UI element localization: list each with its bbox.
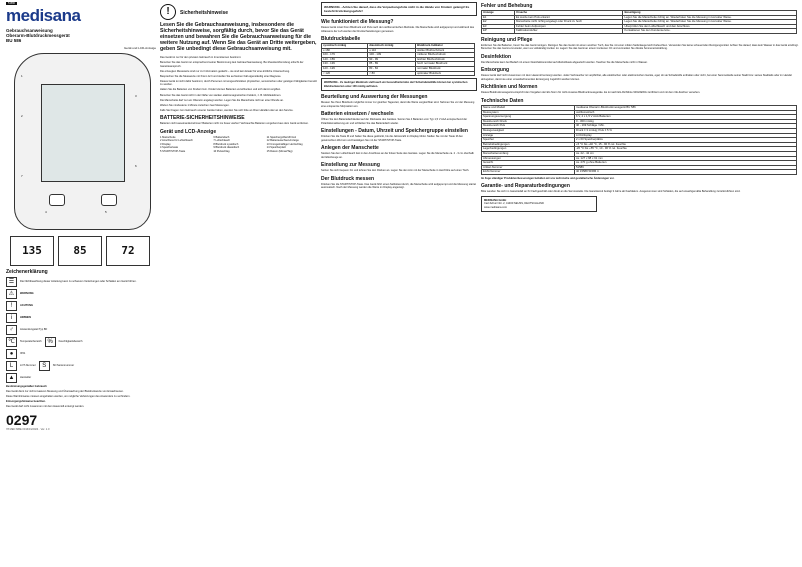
column-usage bbox=[321, 0, 477, 567]
service-website: www.medisana.com bbox=[484, 205, 508, 209]
spec-label: EAN-Nummer bbox=[482, 170, 575, 175]
bp-table bbox=[321, 43, 475, 76]
spec-label: Artikel-Nummer bbox=[482, 165, 575, 170]
section-heading: Der Blutdruck messen bbox=[321, 175, 375, 182]
symbols-heading: Zeichenerklärung bbox=[6, 268, 48, 275]
section-body: Setzen Sie sich bequem hin und lehnen Sie den Rücken an. Legen Sie den Arm mit der Manschette in Herzhöhe auf einen Tisch. bbox=[321, 169, 470, 173]
section-heading: Entsorgung bbox=[481, 67, 510, 74]
safety-intro: Lesen Sie die Gebrauchsanweisung, insbesondere die Sicherheitshinweise, sorgfältig durch, bevor Sie das Gerät einsetzen und bewahren Sie die Gebrauchsanweisung für die weitere Nutzung auf. Wenn Sie das Gerät an Dritte weitergeben, geben Sie unbedingt diese Gebrauchsanweisung mit. bbox=[160, 22, 317, 52]
spec-label: Messbereich Druck bbox=[482, 119, 575, 124]
spec-value: medisana Oberarm-Blutdruckmessgerät BU 586 bbox=[575, 105, 797, 110]
product-line-2: Oberarm-Blutdruckmessgerät bbox=[6, 33, 70, 39]
table-cell: mittlerer Bluthochdruck bbox=[416, 53, 475, 58]
bf-icon: ♂ bbox=[6, 325, 17, 335]
lot-icon: L bbox=[6, 361, 17, 371]
symbol-label: Feuchtigkeitsbereich bbox=[58, 339, 83, 343]
device-label-7: 7 bbox=[21, 173, 23, 178]
section-heading: Wie funktioniert die Messung? bbox=[321, 19, 394, 25]
section-heading: Reinigung und Pflege bbox=[481, 36, 533, 43]
table-title: Blutdrucktabelle bbox=[321, 36, 361, 42]
factory-icon: ▲ bbox=[6, 373, 17, 383]
battery-text: Batterien nicht auseinandernehmen! Batterien nicht ins Feuer werfen! Verbrauchte Batterien umgehend aus dem Gerät entfernen. bbox=[160, 122, 309, 126]
list-item: 10 Pulsschlag bbox=[213, 149, 230, 153]
intended-use-heading: Bestimmungsgemäßer Gebrauch bbox=[6, 384, 47, 388]
device-screen bbox=[41, 84, 125, 182]
ce-mark: 0297 bbox=[6, 412, 38, 429]
table-cell: EP bbox=[482, 29, 515, 34]
symbol-label: ACHTUNG bbox=[20, 303, 33, 307]
list-item: 11 Speichergröße/Uhrzeit bbox=[266, 135, 297, 139]
symbol-label: Temperaturbereich bbox=[20, 339, 42, 343]
safety-paragraph: Benutzen Sie das Gerät nicht in der Nähe von starken elektromagnetischen Feldern, z. B. Mobiltelefonen. bbox=[160, 93, 282, 97]
list-item: 7 Luftschlauch bbox=[213, 139, 231, 143]
table-cell: Legen Sie die Manschette richtig an. Wiederholen Sie die Messung in korrekter Weise. bbox=[623, 20, 797, 25]
section-heading: Batterien einsetzen / wechseln bbox=[321, 111, 394, 118]
spec-label: Speicher bbox=[482, 138, 575, 143]
safety-paragraph: Benutzen Sie das Gerät nur entsprechend seiner Bestimmung laut Gebrauchsanweisung. Bei Zweckentfremdung erlischt der Garantieanspruch. bbox=[160, 61, 304, 68]
warning-box: WARNUNG - Zu niedriger Blutdruck stellt auch ein Gesundheitsrisiko dar! Schwindelanfälle können bei systolischen Blutdruckwerten unter 100 mmHg auftreten. bbox=[321, 78, 477, 91]
warning-box: WARNUNG - Achten Sie darauf, dass die Verpackungsfolie nicht in die Hände von Kindern gelangt! Es besteht Erstickungsgefahr! bbox=[321, 2, 477, 16]
table-cell: Kalibrationsfehler bbox=[515, 29, 623, 34]
table-cell: Überprüfen Sie den Luftschlauch und den Anschluss. bbox=[623, 24, 797, 29]
section-body: Dieses Gerät darf nicht zusammen mit dem Hausmüll entsorgt werden. Jeder Verbraucher ist verpflichtet, alle elektrischen oder elektronischen Geräte, egal, ob sie Schadstoffe enthalten oder nicht, bei einer Sammelstelle seiner Stadt bzw. seines Stadtteils oder im Handel abzugeben, damit sie einer umweltschonenden Entsorgung zugeführt werden können. bbox=[481, 74, 792, 81]
device-caption: Gerät und LCD-Anzeige bbox=[123, 45, 156, 50]
table-cell: optimaler Blutdruck bbox=[416, 71, 475, 76]
table-header: systolisch mmHg bbox=[322, 44, 368, 49]
safety-paragraph: Die erzeugten Messwerte sind nur zur Information gedacht – sie sind kein Ersatz für eine ärztliche Untersuchung. bbox=[160, 69, 290, 73]
spec-value: 0 - 300 mmHg bbox=[575, 119, 797, 124]
symbol-row bbox=[6, 277, 156, 287]
spec-value: 40 15588 51586 4 bbox=[575, 170, 797, 175]
spec-value: oszillometrisch bbox=[575, 110, 797, 115]
section-body: Drücken Sie die Taste M und halten Sie diese gedrückt, bis die Jahreszahl im Display blinkt. Stellen Sie mit der Taste M den gewünschten Wert ein und bestätigen Sie mit der START/STOP-Taste. bbox=[321, 135, 463, 142]
symbol-row bbox=[6, 361, 156, 371]
ip-icon: ● bbox=[6, 349, 17, 359]
symbol-label: SN Seriennummer bbox=[52, 363, 75, 367]
exclamation-icon: ! bbox=[160, 4, 176, 20]
sn-icon: S bbox=[39, 361, 50, 371]
spec-value: ca. 22 - 42 cm bbox=[575, 151, 797, 156]
table-row bbox=[322, 71, 475, 76]
spec-label: Betriebsbedingungen bbox=[482, 142, 575, 147]
list-item: 14 Speicherplatz bbox=[266, 146, 286, 150]
spec-label: Anzeige bbox=[482, 133, 575, 138]
service-address: Carl-Schurz-Str. 2, 41460 NEUSS, DEUTSCHLAND bbox=[484, 202, 544, 206]
footer-code: 78 MED MBE 0016/01/2024 · Ver. 1.0 bbox=[6, 428, 50, 432]
table-cell: normaler Blutdruck bbox=[416, 66, 475, 71]
table-cell: stärker Bluthochdruck bbox=[416, 48, 475, 53]
table-cell: 160 - 179 bbox=[322, 53, 368, 58]
doc-number: 51586 bbox=[8, 2, 15, 5]
symbol-row bbox=[6, 337, 156, 347]
safety-paragraph: Warten Sie mindestens 1 Minute zwischen zwei Messungen. bbox=[160, 103, 230, 107]
column-cover bbox=[6, 0, 156, 567]
device-label-2: 2 bbox=[21, 113, 23, 118]
section-body: Stecken Sie den Luftschlauch fest in den Anschluss an der linken Seite des Gerätes. Legen Sie die Manschette ca. 2 - 3 cm oberhalb der Ellenbeuge an. bbox=[321, 152, 474, 159]
list-item: 1 Manschette bbox=[160, 135, 176, 139]
table-header: diastolisch mmHg bbox=[368, 44, 416, 49]
brand-logo: medisana bbox=[6, 6, 81, 25]
spec-table bbox=[481, 105, 797, 175]
table-header: Blutdruck-Indikator bbox=[416, 44, 475, 49]
section-heading: Beurteilung und Auswertung der Messungen bbox=[321, 94, 428, 101]
lcd-pulse: 72 bbox=[106, 236, 150, 266]
table-row bbox=[482, 170, 797, 175]
table-cell: Manschette nicht richtig angelegt oder Druck zu hoch bbox=[515, 20, 623, 25]
spec-label: Messbereich Puls bbox=[482, 124, 575, 129]
table-row bbox=[482, 29, 797, 34]
table-title: Fehler und Behebung bbox=[481, 3, 533, 9]
symbol-label: LOT-Nummer bbox=[20, 363, 36, 367]
section-heading: Einstellungen - Datum, Uhrzeit und Speichergruppe einstellen bbox=[321, 128, 468, 135]
section-body: Messen Sie Ihren Blutdruck möglichst immer zur gleichen Tageszeit, damit die Werte vergleichbar sind. Nehmen Sie vor der Messung eine entspannte Sitzposition ein. bbox=[321, 101, 475, 108]
table-cell: leichter Bluthochdruck bbox=[416, 57, 475, 62]
symbol-row bbox=[6, 313, 156, 323]
warning-icon: ⚠ bbox=[6, 289, 17, 299]
product-line-1: Gebrauchsanweisung bbox=[6, 28, 53, 33]
table-cell: < 80 bbox=[368, 71, 416, 76]
symbol-row bbox=[6, 325, 156, 335]
table-cell: Kontaktieren Sie den Kundenservice. bbox=[623, 29, 797, 34]
symbol-label: Hersteller bbox=[20, 375, 32, 379]
warning-note: Diese Warnhinweise müssen eingehalten werden, um mögliche Verletzungen des Anwenders zu verhindern. bbox=[6, 394, 131, 398]
spec-value: LCD-Display bbox=[575, 133, 797, 138]
section-body: Drücken Sie die START/STOP-Taste. Das Gerät führt einen Selbsttest durch, die Manschette wird aufgepumpt und die Messung startet automatisch. Nach der Messung werden die Werte im Display angezeigt. bbox=[321, 182, 476, 190]
symbol-row bbox=[6, 373, 156, 383]
service-box bbox=[481, 196, 597, 213]
table-header: Ursache bbox=[515, 11, 623, 16]
device-illustration bbox=[14, 53, 151, 230]
symbol-label: Die Nichtbeachtung dieser Anleitung kann zu schweren Verletzungen oder Schäden am Gerät führen. bbox=[20, 279, 137, 283]
spec-value: +5 °C bis +40 °C, 15 - 90 % rel. Feuchte bbox=[575, 142, 797, 147]
spec-title: Technische Daten bbox=[481, 97, 524, 104]
table-cell: ≥ 110 bbox=[368, 48, 416, 53]
column-safety bbox=[160, 0, 317, 567]
device-label-4: 4 bbox=[45, 209, 47, 214]
info-icon: i bbox=[6, 313, 17, 323]
spec-value: 51586 bbox=[575, 165, 797, 170]
spec-label: Spannungsversorgung bbox=[482, 115, 575, 120]
spec-value: Druck ± 3 mmHg; Puls ± 5 % bbox=[575, 128, 797, 133]
table-cell: E2 bbox=[482, 20, 515, 25]
symbol-label: WARNUNG bbox=[20, 291, 34, 295]
error-table bbox=[481, 10, 797, 34]
spec-value: 2 x 60 Speicherplätze bbox=[575, 138, 797, 143]
humidity-icon: % bbox=[45, 337, 56, 347]
safety-paragraph: Das Gerät ist nur für den privaten Gebrauch in Innenräumen bestimmt. bbox=[160, 56, 242, 59]
spec-label: Name und Modell bbox=[482, 105, 575, 110]
table-cell: Es wurde kein Puls erkannt bbox=[515, 15, 623, 20]
symbol-row bbox=[6, 289, 156, 299]
section-heading: Garantie- und Reparaturbedingungen bbox=[481, 183, 570, 190]
table-cell: E3 bbox=[482, 24, 515, 29]
disposal-text: Das Gerät darf nicht zusammen mit dem Hausmüll entsorgt werden. bbox=[6, 404, 85, 408]
spec-value: -20 °C bis +55 °C, 10 - 90 % rel. Feuchte bbox=[575, 147, 797, 152]
device-label-6: 6 bbox=[135, 163, 137, 168]
caution-icon: ! bbox=[6, 301, 17, 311]
section-body: Dieses Blutdruckmessgerät entspricht den Vorgaben der EU-Norm für nicht-invasive Blutdruckmessgeräte. Es ist nach EG-Richtlinie 93/42/EWG zertifiziert und mit dem CE-Zeichen versehen. bbox=[481, 91, 701, 95]
spec-value: ca. 127 x 98 x 61 mm bbox=[575, 156, 797, 161]
lcd-legend-list bbox=[160, 136, 317, 154]
section-heading: Einstellung zur Messung bbox=[321, 162, 380, 169]
list-item: 3 Display bbox=[160, 142, 171, 146]
list-item: 13 Unregelmäßiger Herzschlag bbox=[266, 142, 303, 146]
safety-paragraph: Die Manschette darf nur am Oberarm angelegt werden. Legen Sie die Manschette nicht an einer Wunde an. bbox=[160, 98, 284, 102]
list-item: 4 Speichertaste bbox=[160, 146, 179, 150]
change-note: Im Zuge ständiger Produktverbesserungen behalten wir uns technische und gestalterische Änderungen vor. bbox=[481, 176, 615, 180]
list-item: 2 Anschluss für Luftschlauch bbox=[160, 139, 193, 143]
intended-use-text: Das Gerät dient zur nicht-invasiven Messung und Überwachung der Blutdruckwerte von Erwachsenen. bbox=[6, 389, 124, 393]
table-cell: 140 - 159 bbox=[322, 57, 368, 62]
column-maintenance bbox=[481, 0, 799, 567]
spec-value: 40 - 199 Schläge / Min. bbox=[575, 124, 797, 129]
battery-heading: BATTERIE-SICHERHEITSHINWEISE bbox=[160, 115, 245, 122]
list-item: 9 Blutdruck diastolisch bbox=[213, 146, 240, 150]
list-item: 12 Batteriewechsel-Anzeige bbox=[266, 139, 299, 143]
table-header: Anzeige bbox=[482, 11, 515, 16]
thermometer-icon: ℃ bbox=[6, 337, 17, 347]
disposal-heading: Entsorgungshinweise beachten. bbox=[6, 399, 46, 403]
spec-value: 6 V, 4 x 1,5 V AAA Batterien bbox=[575, 115, 797, 120]
device-label-3: 3 bbox=[135, 93, 137, 98]
symbol-row bbox=[6, 349, 156, 359]
spec-label: Lagerbedingungen bbox=[482, 147, 575, 152]
table-cell: < 120 bbox=[322, 71, 368, 76]
device-label-5: 5 bbox=[105, 209, 107, 214]
lcd-readouts bbox=[10, 236, 156, 266]
table-cell: Fehler beim Aufpumpen bbox=[515, 24, 623, 29]
spec-value: ca. 270 g ohne Batterien bbox=[575, 161, 797, 166]
table-cell: hoch normaler Blutdruck bbox=[416, 62, 475, 67]
table-cell: E1 bbox=[482, 15, 515, 20]
table-cell: 130 - 139 bbox=[322, 62, 368, 67]
spec-label: Messsystem bbox=[482, 110, 575, 115]
safety-paragraph: Besprechen Sie die Messwerte mit Ihrem Arzt und stellen Sie auf keinen Fall eigenständig eine Diagnose. bbox=[160, 74, 282, 78]
section-body: Bitte wenden Sie sich im Garantiefall an Ihr Fachgeschäft oder direkt an die Servicestelle. Die Garantiezeit beträgt 3 Jahre ab Kaufdatum. Ausgenommen sind Schäden, die auf unsachgemäße Behandlung zurückzuführen sind. bbox=[481, 190, 741, 194]
section-title: Sicherheitshinweise bbox=[180, 10, 229, 16]
table-cell: 120 - 129 bbox=[322, 66, 368, 71]
table-cell: 90 - 99 bbox=[368, 57, 416, 62]
section-heading: Desinfektion bbox=[481, 53, 512, 60]
section-body: Entfernen Sie die Batterien, bevor Sie das Gerät reinigen. Reinigen Sie das Gerät mit einem weichen Tuch, das Sie mit einer milden Seifenlauge leicht befeuchten. Verwenden Sie keine scheuernden Reinigungsmittel. Achten Sie darauf, dass kein Wasser in das Gerät eindringt. Benutzen Sie das Gerät erst wieder, wenn es vollständig trocken ist. Lagern Sie das Gerät an einem trockenen Ort und vermeiden Sie direkte Sonneneinstrahlung. bbox=[481, 43, 799, 51]
section-header bbox=[160, 4, 317, 20]
book-icon: ☰ bbox=[6, 277, 17, 287]
product-line-3: BU 586 bbox=[6, 38, 22, 44]
list-item: 5 START/STOP-Taste bbox=[160, 149, 186, 153]
lcd-diastolic: 85 bbox=[58, 236, 102, 266]
section-body: Die Manschette kann bei Bedarf mit einem Desinfektionsmittel auf Alkoholbasis abgewischt werden. Tauchen Sie die Manschette nicht in Wasser. bbox=[481, 60, 648, 64]
table-cell: 80 - 84 bbox=[368, 66, 416, 71]
symbol-label: Anwendungsteil Typ BF bbox=[20, 327, 48, 331]
spec-label: Gewicht bbox=[482, 161, 575, 166]
table-header: Beseitigung bbox=[623, 11, 797, 16]
section-body: Dieses Gerät misst Ihren Blutdruck und Puls nach der oszillometrischen Methode. Die Manschette wird aufgepumpt und während des Ablassens der Luft werden die Druckschwankungen gemessen. bbox=[321, 26, 475, 33]
symbol-label: HINWEIS bbox=[20, 315, 32, 319]
safety-paragraph: Dieses Gerät ist nicht dafür bestimmt, durch Personen mit eingeschränkten physischen, sensorischen oder geistigen Fähigkeiten benutzt zu werden. bbox=[160, 79, 317, 87]
table-cell: Legen Sie die Manschette richtig an. Wiederholen Sie die Messung in korrekter Weise. bbox=[623, 15, 797, 20]
spec-label: Manschettenumfang bbox=[482, 151, 575, 156]
safety-paragraph: Halten Sie die Batterien von Kindern fern. Kinder können Batterien verschlucken und sich damit vergiften. bbox=[160, 88, 281, 92]
list-item: 6 Batteriefach bbox=[213, 135, 230, 139]
list-item: 15 Datum (Monat/Tag) bbox=[266, 149, 293, 153]
memory-button-illustration bbox=[49, 194, 65, 206]
table-cell: ≥ 180 bbox=[322, 48, 368, 53]
section-heading: Richtlinien und Normen bbox=[481, 84, 538, 91]
lcd-systolic: 135 bbox=[10, 236, 54, 266]
device-label-1: 1 bbox=[21, 73, 23, 78]
table-cell: 100 - 109 bbox=[368, 53, 416, 58]
table-cell: 85 - 89 bbox=[368, 62, 416, 67]
symbol-row bbox=[6, 301, 156, 311]
safety-paragraph: Falls Sie Fragen zum Gebrauch unserer Geräte haben, wenden Sie sich bitte an Ihren Händler oder an den Service. bbox=[160, 108, 294, 112]
spec-label: Messgenauigkeit bbox=[482, 128, 575, 133]
section-heading: Anlegen der Manschette bbox=[321, 145, 379, 152]
list-item: 8 Blutdruck systolisch bbox=[213, 142, 239, 146]
spec-label: Abmessungen bbox=[482, 156, 575, 161]
section-body: Öffnen Sie den Batteriefachdeckel auf der Rückseite des Gerätes. Setzen Sie 4 Batterien vom Typ 1,5 V AAA entsprechend der Polaritätsmarkierung ein und schließen Sie das Batteriefach wieder. bbox=[321, 118, 468, 125]
lcd-legend-heading: Gerät und LCD-Anzeige bbox=[160, 128, 217, 135]
start-stop-button-illustration bbox=[101, 194, 117, 206]
symbol-label: IP21 bbox=[20, 351, 26, 355]
service-name: MEDISANA GmbH bbox=[484, 198, 507, 202]
